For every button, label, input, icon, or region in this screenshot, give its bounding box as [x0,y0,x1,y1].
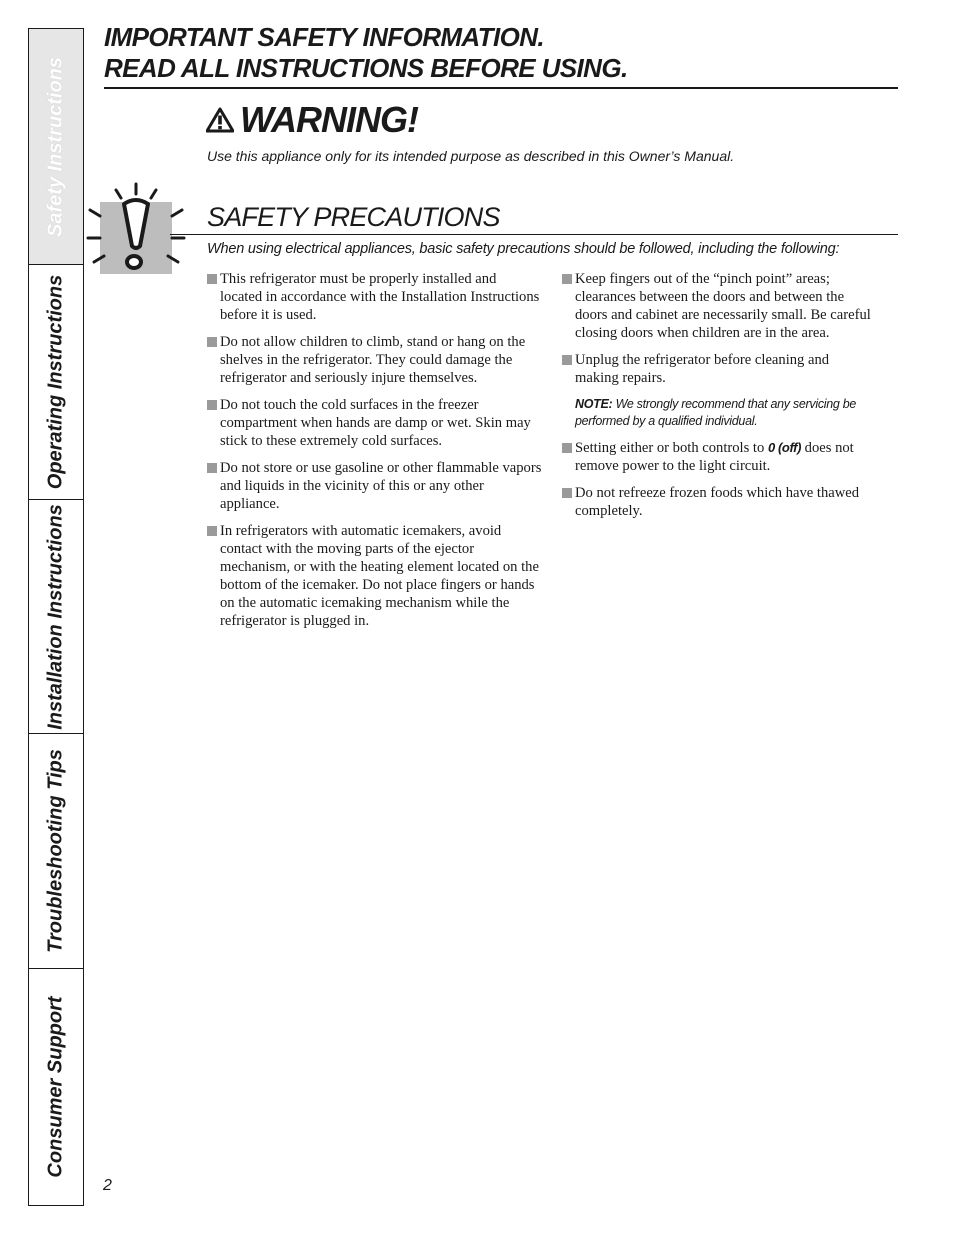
header-line-1: IMPORTANT SAFETY INFORMATION. [104,22,544,52]
tab-operating-instructions[interactable] [29,265,83,500]
list-item-text: This refrigerator must be properly installed and located in accordance with the Installation Instructions before it is used. [220,271,540,323]
square-bullet-icon [562,488,572,498]
square-bullet-icon [207,337,217,347]
note-text: We strongly recommend that any servicing be performed by a qualified individual. [575,397,857,428]
list-item-text: In refrigerators with automatic icemakers, avoid contact with the moving parts of the ejector mechanism, or with the heating element located on the bottom of the icemaker. Do not place fingers or hands on the automatic icemaking mechanism while the refrigerator is plugged in. [220,523,539,629]
list-item-text: does not remove power to the light circuit. [575,440,854,474]
list-item-text: Unplug the refrigerator before cleaning and making repairs. [575,352,830,386]
precautions-right-column [561,270,871,529]
note-label: NOTE: [575,397,613,411]
tab-label: Troubleshooting Tips [44,749,67,953]
square-bullet-icon [562,274,572,284]
tab-installation-instructions[interactable] [29,500,83,734]
servicing-note [561,396,871,430]
list-item [206,396,542,450]
tab-label: Safety Instructions [44,56,67,237]
list-item [206,270,542,324]
tab-label: Operating Instructions [44,274,67,490]
list-item-text: Keep fingers out of the “pinch point” areas; clearances between the doors and between the doors and cabinet are necessarily small. Be careful closing doors when children are in the area. [575,271,871,341]
square-bullet-icon [207,274,217,284]
intended-use-text: Use this appliance only for its intended purpose as described in this Owner’s Manual. [207,148,735,164]
list-item [206,522,542,630]
off-setting-label: 0 (off) [767,440,802,455]
tab-label: Installation Instructions [44,503,67,730]
square-bullet-icon [562,443,572,453]
page-number: 2 [103,1177,112,1194]
list-item [206,333,542,387]
list-item [561,270,871,342]
tab-label: Consumer Support [44,995,67,1178]
header-line-2: READ ALL INSTRUCTIONS BEFORE USING. [104,53,628,83]
page-header [104,22,898,89]
square-bullet-icon [207,463,217,473]
list-item [206,459,542,513]
warning-triangle-icon [206,107,234,133]
exclamation-alert-icon [86,182,186,282]
list-item [561,484,871,520]
list-item [561,439,871,475]
square-bullet-icon [207,400,217,410]
list-item-text: Do not touch the cold surfaces in the freezer compartment when hands are damp or wet. Skin may stick to these extremely cold surfaces. [220,397,531,449]
list-item [561,351,871,387]
tab-troubleshooting-tips[interactable] [29,734,83,969]
list-item-text: Do not refreeze frozen foods which have thawed completely. [575,485,860,519]
square-bullet-icon [207,526,217,536]
tab-safety-instructions[interactable] [29,29,83,265]
list-item-text: Setting either or both controls to [575,440,768,456]
list-item-text: Do not allow children to climb, stand or hang on the shelves in the refrigerator. They could damage the refrigerator and seriously injure themselves. [220,334,526,386]
list-item-text: Do not store or use gasoline or other flammable vapors and liquids in the vicinity of this or any other appliance. [220,460,542,512]
warning-title: WARNING! [240,99,418,140]
safety-precautions-heading: SAFETY PRECAUTIONS [207,202,500,232]
section-divider [170,234,898,235]
square-bullet-icon [562,355,572,365]
tab-consumer-support[interactable] [29,969,83,1204]
precautions-left-column [206,270,542,639]
precautions-intro: When using electrical appliances, basic safety precautions should be followed, including the following: [207,241,840,257]
warning-heading [206,97,418,143]
side-tab-bar [28,28,84,1206]
